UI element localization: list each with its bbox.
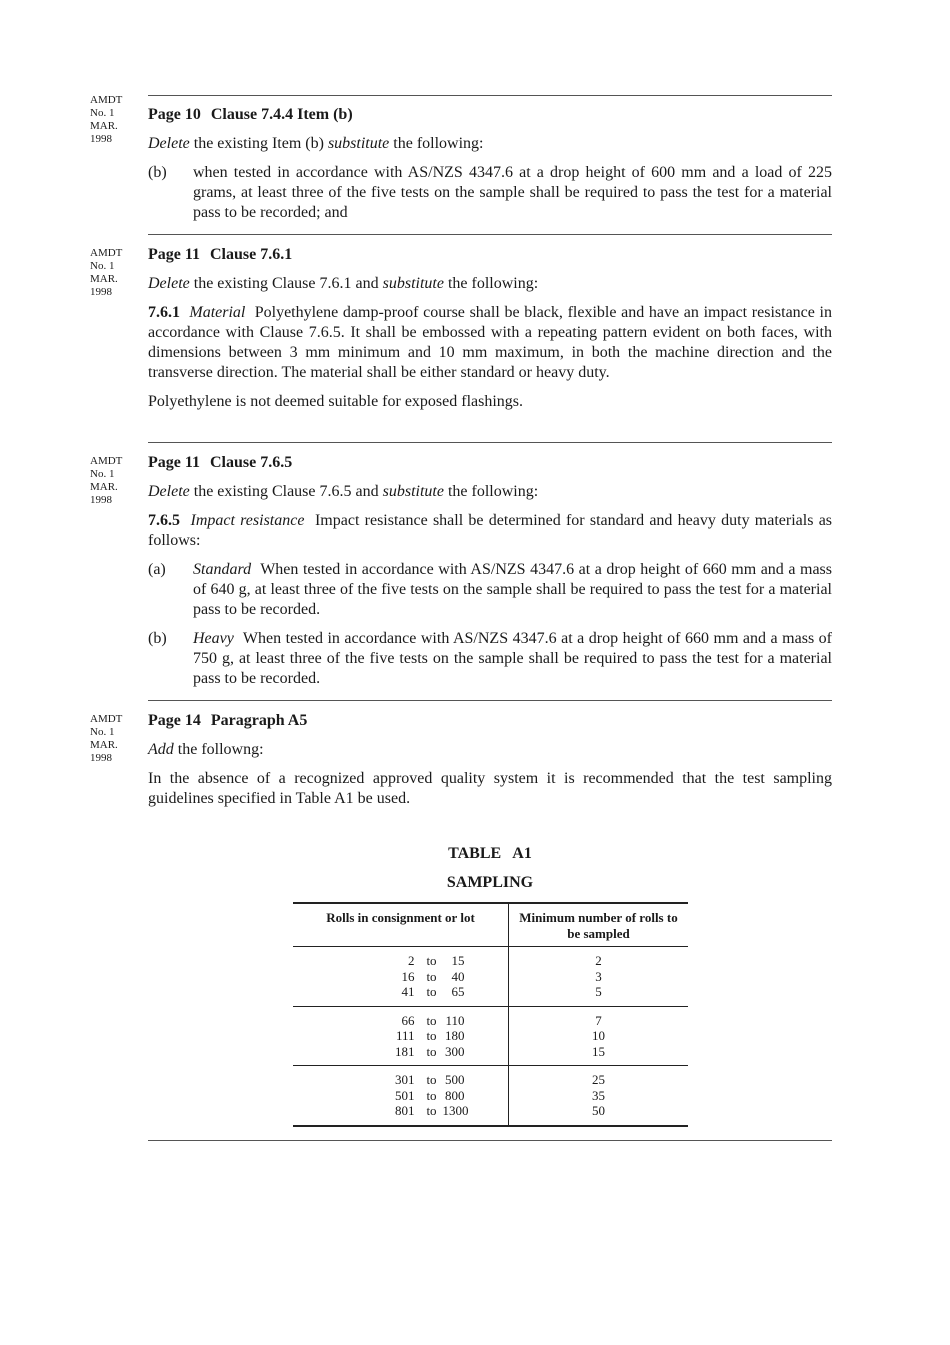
amdt-month: MAR. <box>90 481 118 493</box>
amdt-text: AMDT <box>90 94 123 106</box>
clause-body: Impact resistance shall be determined for standard and heavy duty materials as follows: <box>148 512 833 549</box>
amendment-label-1 <box>90 94 122 146</box>
instruction <box>148 274 832 294</box>
range-to: to <box>426 984 437 999</box>
range-upto: 40 <box>451 968 465 984</box>
table-row-group <box>293 1006 688 1066</box>
range-upto: 110 <box>445 1012 465 1028</box>
clause-number: 7.6.5 <box>148 512 180 529</box>
min-rolls-cell <box>509 947 689 1007</box>
sample-count: 10 <box>592 1028 605 1043</box>
amdt-no: No. 1 <box>90 726 115 738</box>
clause-title: Impact resistance <box>190 512 305 529</box>
range-upto: 180 <box>445 1028 465 1043</box>
range-upto: 300 <box>445 1043 465 1059</box>
heading-page: Page 10 <box>148 106 201 123</box>
amdt-text: AMDT <box>90 455 123 467</box>
table-title: TABLE A1 <box>448 845 532 862</box>
item-label: (b) <box>148 164 167 181</box>
range-line <box>293 1088 508 1104</box>
list-item <box>148 560 832 620</box>
range-upto: 500 <box>445 1072 465 1087</box>
min-rolls-cell <box>509 1066 689 1126</box>
amdt-no: No. 1 <box>90 468 115 480</box>
instr-verb: Delete <box>148 135 190 152</box>
instruction <box>148 482 832 502</box>
item-body: When tested in accordance with AS/NZS 4347.6 at a drop height of 660 mm and a mass of 750 g, at least three of the five tests on the sample shall be required to pass the test for a material pass to be recorded. <box>193 630 833 687</box>
section-heading <box>148 245 832 265</box>
clause-note: Polyethylene is not deemed suitable for exposed flashings. <box>148 393 524 410</box>
divider-1 <box>148 95 832 96</box>
section-heading <box>148 711 832 731</box>
section-page11-clause765 <box>148 453 832 698</box>
divider-4 <box>148 700 832 701</box>
divider-3 <box>148 442 832 443</box>
amdt-month: MAR. <box>90 273 118 285</box>
list-item <box>148 629 832 689</box>
table-body <box>293 947 688 1126</box>
range-from: 501 <box>395 1087 415 1103</box>
range-line <box>293 1028 508 1044</box>
divider-2 <box>148 234 832 235</box>
amendment-label-4 <box>90 713 122 765</box>
instr-verb2: substitute <box>327 135 390 152</box>
section-page10-clause744 <box>148 105 832 232</box>
instr-text2: the following: <box>443 275 539 292</box>
amdt-month: MAR. <box>90 120 118 132</box>
amdt-no: No. 1 <box>90 260 115 272</box>
sample-count: 2 <box>595 953 602 968</box>
amendment-label-3 <box>90 455 122 507</box>
section-page11-clause761 <box>148 245 832 421</box>
instr-text: the followng: <box>173 741 264 758</box>
heading-clause: Clause 7.4.4 Item (b) <box>210 106 353 123</box>
range-from: 111 <box>395 1028 415 1043</box>
amdt-year: 1998 <box>90 752 112 764</box>
paragraph-body: In the absence of a recognized approved quality system it is recommended that the test sampling guidelines specified in Table A1 be used. <box>148 770 832 807</box>
sample-count: 3 <box>595 968 602 984</box>
sample-count: 5 <box>595 984 602 999</box>
sampling-table <box>293 902 688 1127</box>
clause-title: Material <box>189 304 246 321</box>
range-to: to <box>426 1087 437 1103</box>
range-upto: 1300 <box>442 1103 469 1118</box>
range-from: 181 <box>395 1043 415 1059</box>
instr-verb: Add <box>148 741 174 758</box>
column-header: Minimum number of rolls to be sampled <box>509 903 689 947</box>
item-title: Standard <box>193 561 252 578</box>
instr-verb: Delete <box>148 483 190 500</box>
item-text <box>193 629 832 689</box>
range-to: to <box>426 953 437 968</box>
sample-count: 50 <box>592 1103 605 1118</box>
range-to: to <box>426 1043 437 1059</box>
clause-body: Polyethylene damp-proof course shall be black, flexible and have an impact resistance in accordance with Clause 7.6.5. It shall be embossed with a repeating pattern evident on both faces, with dimensions between 3 mm minimum and 10 mm maximum, in both the machine direction and the transverse direction. The material shall be either standard or heavy duty. <box>148 304 832 381</box>
heading-page: Page 11 <box>148 454 200 471</box>
table-subtitle: SAMPLING <box>446 874 534 891</box>
section-heading <box>148 453 832 473</box>
instr-verb: Delete <box>148 275 190 292</box>
instruction <box>148 134 832 154</box>
range-upto: 65 <box>451 984 465 999</box>
range-from: 801 <box>395 1103 415 1118</box>
section-heading <box>148 105 832 125</box>
list-item <box>148 163 832 223</box>
instr-text: the existing Item (b) <box>189 135 328 152</box>
range-from: 301 <box>395 1072 415 1087</box>
range-from: 2 <box>408 953 415 968</box>
instr-verb2: substitute <box>382 275 444 292</box>
amdt-no: No. 1 <box>90 107 115 119</box>
amdt-month: MAR. <box>90 739 118 751</box>
range-upto: 800 <box>445 1087 465 1103</box>
amdt-year: 1998 <box>90 133 112 145</box>
range-line <box>293 984 508 1000</box>
instr-text: the existing Clause 7.6.5 and <box>189 483 383 500</box>
rolls-range-cell <box>293 1066 509 1126</box>
item-body: When tested in accordance with AS/NZS 4347.6 at a drop height of 660 mm and a mass of 640 g, at least three of the five tests on the sample shall be required to pass the test for a material pass to be recorded. <box>193 561 833 618</box>
amdt-text: AMDT <box>90 713 123 725</box>
amdt-year: 1998 <box>90 494 112 506</box>
range-to: to <box>426 1072 437 1087</box>
item-title: Heavy <box>193 630 234 647</box>
heading-page: Page 11 <box>148 246 200 263</box>
divider-5 <box>148 1140 832 1141</box>
clause-text <box>148 303 832 383</box>
range-line <box>293 1103 508 1119</box>
range-to: to <box>426 968 437 984</box>
item-text <box>193 560 832 620</box>
instruction <box>148 740 832 760</box>
clause-number: 7.6.1 <box>148 304 180 321</box>
amendment-label-2 <box>90 247 122 299</box>
sample-count: 35 <box>592 1087 605 1103</box>
instr-verb2: substitute <box>382 483 444 500</box>
instr-text2: the following: <box>389 135 484 152</box>
range-line <box>293 1072 508 1088</box>
range-line <box>293 1044 508 1060</box>
heading-clause: Clause 7.6.1 <box>210 246 293 263</box>
rolls-range-cell <box>293 1006 509 1066</box>
item-label: (b) <box>148 630 167 647</box>
range-from: 66 <box>401 1012 415 1028</box>
instr-text2: the following: <box>443 483 539 500</box>
heading-clause: Clause 7.6.5 <box>210 454 293 471</box>
range-line <box>293 953 508 969</box>
table-header-row <box>293 903 688 947</box>
min-rolls-cell <box>509 1006 689 1066</box>
range-to: to <box>426 1028 437 1043</box>
heading-clause: Paragraph A5 <box>210 712 308 729</box>
range-line <box>293 969 508 985</box>
item-label: (a) <box>148 561 166 578</box>
range-from: 41 <box>401 984 415 999</box>
heading-page: Page 14 <box>148 712 201 729</box>
clause-text <box>148 511 832 551</box>
range-to: to <box>426 1012 437 1028</box>
range-to: to <box>426 1103 437 1118</box>
item-text: when tested in accordance with AS/NZS 4347.6 at a drop height of 600 mm and a load of 225 grams, at least three of the five tests on the sample shall be required to pass the test for a material pass to be recorded; and <box>193 164 832 221</box>
table-row-group <box>293 947 688 1007</box>
sample-count: 7 <box>595 1012 602 1028</box>
amdt-text: AMDT <box>90 247 123 259</box>
range-line <box>293 1013 508 1029</box>
range-upto: 15 <box>451 953 465 968</box>
sample-count: 25 <box>592 1072 605 1087</box>
table-row-group <box>293 1066 688 1126</box>
sample-count: 15 <box>592 1043 605 1059</box>
range-from: 16 <box>401 968 415 984</box>
rolls-range-cell <box>293 947 509 1007</box>
section-page14-paragraph-a5 <box>148 711 832 818</box>
amdt-year: 1998 <box>90 286 112 298</box>
instr-text: the existing Clause 7.6.1 and <box>189 275 383 292</box>
column-header: Rolls in consignment or lot <box>293 903 509 947</box>
